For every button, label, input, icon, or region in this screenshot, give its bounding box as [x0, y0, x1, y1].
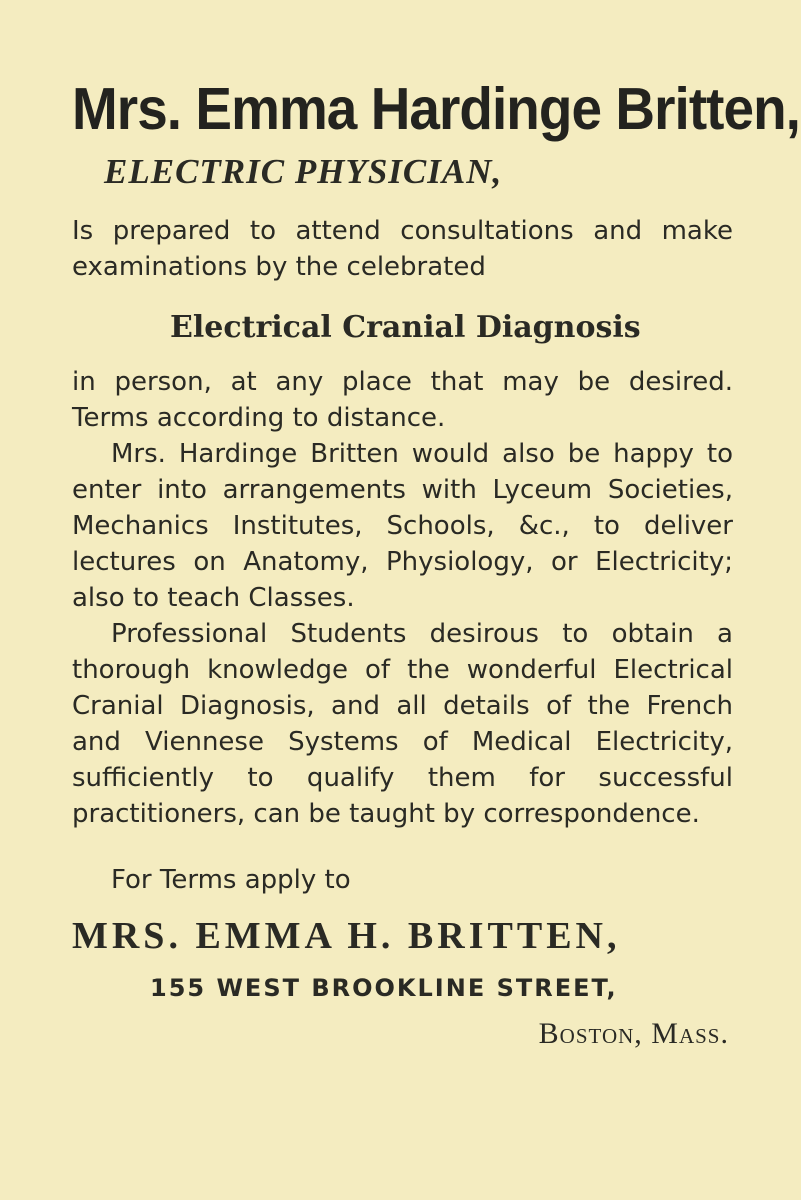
page-title: Mrs. Emma Hardinge Britten,: [72, 76, 800, 142]
apply-line: For Terms apply to: [111, 865, 351, 895]
feature-heading: Electrical Cranial Diagnosis: [170, 310, 641, 345]
students-paragraph: Professional Students desirous to obtain a thorough knowledge of the wonderful Electrical Cranial Diagnosis, and all details of the French and Viennese Systems of Medical Electricity, sufficiently to qualify them for successful practitioners, can be taught by correspondence.: [72, 619, 733, 829]
lectures-paragraph: Mrs. Hardinge Britten would also be happy to enter into arrangements with Lyceum Societies, Mechanics Institutes, Schools, &c., to deliver lectures on Anatomy, Physiology, or Electricity; also to teach Classes.: [72, 439, 733, 613]
contact-street: 155 WEST BROOKLINE STREET,: [150, 974, 618, 1002]
intro-paragraph: Is prepared to attend consultations and make examinations by the celebrated: [72, 216, 733, 282]
contact-name: MRS. EMMA H. BRITTEN,: [72, 915, 621, 957]
terms-paragraph: in person, at any place that may be desired. Terms according to distance.: [72, 367, 733, 433]
subtitle: ELECTRIC PHYSICIAN,: [104, 152, 503, 191]
contact-city: Boston, Mass.: [538, 1017, 729, 1050]
